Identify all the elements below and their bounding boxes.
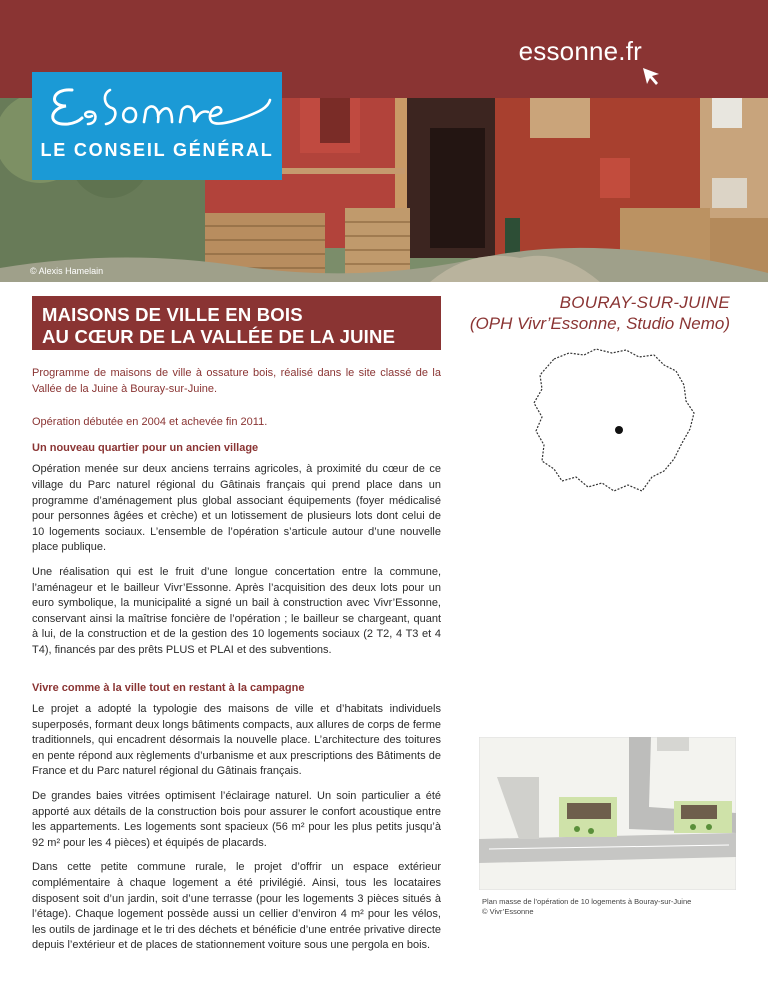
plan-caption <box>482 897 742 917</box>
cursor-icon <box>641 66 663 88</box>
essonne-logo[interactable] <box>32 72 282 180</box>
plan-caption-line-2: © Vivr’Essonne <box>482 907 534 916</box>
site-plan-image <box>479 737 736 890</box>
section1-paragraph-2: Une réalisation qui est le fruit d’une longue concertation entre la commune, l’aménageur et le bailleur Vivr’Essonne. Après l’acquisition des deux lots pour un euro symbolique, la municipalité a signé un bail à construction avec Vivr’Essonne, conservant ainsi la maîtrise foncière de l’opération ; le bailleur se chargeant, quant à lui, de la construction et de la gestion des 10 logements sociaux (2 T2, 4 T3 et 4 T4), financés par des prêts PLUS et PLAI et des subventions. <box>32 565 441 656</box>
essonne-script-logo <box>32 72 282 142</box>
section2-paragraph-3: Dans cette petite commune rurale, le projet d’offrir un espace extérieur complémentaire à chaque logement a été privilégié. Ainsi, tous les locataires disposent soit d’un jardin, soit d’une terrasse (pour les logements 3 pièces situés à l’étage). Chaque logement possède aussi un cellier d’environ 4 m² pour les vélos, les outils de jardinage et le tri des déchets et bénéficie d’une entrée privative directe depuis l’extérieur et de places de stationnement voiture sous une pergola en bois. <box>32 861 441 952</box>
essonne-map <box>514 345 714 495</box>
section1-paragraph-1: Opération menée sur deux anciens terrains agricoles, à proximité du cœur de ce village du Parc naturel régional du Gâtinais français qui prend place dans un programme d’aménagement plus global associant équipements (foyer médicalisé pour personnes âgées et crèche) et un lotissement de plusieurs lots dont celui de 10 logements sociaux. L’ensemble de l’opération s’articule autour d’une nouvelle place publique. <box>32 463 441 554</box>
section-heading-2: Vivre comme à la ville tout en restant à la campagne <box>32 681 305 694</box>
main-content <box>32 366 441 963</box>
location-marker <box>615 426 623 434</box>
location-block <box>470 292 730 334</box>
photo-credit: © Alexis Hamelain <box>30 266 104 276</box>
section-heading-1: Un nouveau quartier pour un ancien village <box>32 441 259 454</box>
plan-caption-line-1: Plan masse de l’opération de 10 logements à Bouray-sur-Juine <box>482 897 692 906</box>
logo-subtitle: LE CONSEIL GÉNÉRAL <box>40 140 274 160</box>
title-line-2: AU CŒUR DE LA VALLÉE DE LA JUINE <box>42 326 396 347</box>
location-partners: (OPH Vivr’Essonne, Studio Nemo) <box>469 314 730 333</box>
title-line-1: MAISONS DE VILLE EN BOIS <box>42 304 303 325</box>
site-link[interactable]: essonne.fr <box>518 36 642 66</box>
section2-paragraph-1: Le projet a adopté la typologie des maisons de ville et d’habitats individuels superposés, formant deux longs bâtiments compacts, aux allures de corps de ferme traditionnels, qui encadrent désormais la nouvelle place. L’architecture des toitures en pente répond aux règlements d’urbanisme et aux prescriptions des Bâtiments de France et du Parc naturel régional du Gâtinais français. <box>32 703 441 778</box>
page-title <box>32 296 441 350</box>
location-name: BOURAY-SUR-JUINE <box>559 293 730 312</box>
page-header <box>0 0 768 282</box>
intro-paragraph: Programme de maisons de ville à ossature bois, réalisé dans le site classé de la Vallée de la Juine à Bouray-sur-Juine. <box>32 367 441 395</box>
section2-paragraph-2: De grandes baies vitrées optimisent l’éclairage naturel. Un soin particulier a été apporté aux détails de la construction bois pour assurer le confort acoustique entre les appartements. Les logements sont spacieux (56 m² pour les plus petits jusqu’à 92 m² pour les 4 pièces) et équipés de placards. <box>32 790 441 849</box>
dates-paragraph: Opération débutée en 2004 et achevée fin 2011. <box>32 416 268 429</box>
